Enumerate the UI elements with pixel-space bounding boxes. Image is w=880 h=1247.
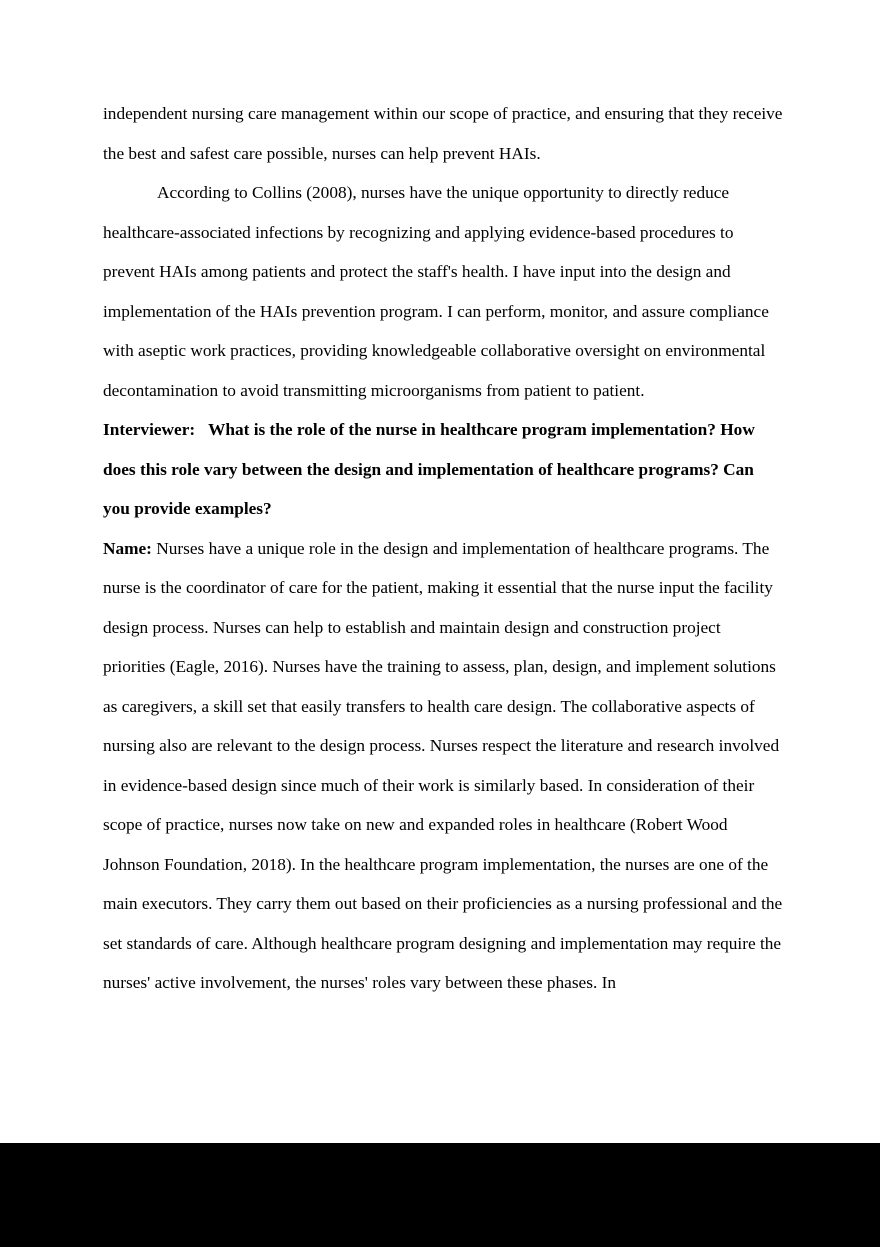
para-continuation	[103, 94, 783, 173]
para-interviewer-question	[103, 410, 783, 529]
text-run: Nurses have a unique role in the design and implementation of healthcare programs. The nurse is the coordinator of care for the patient, making it essential that the nurse input the facility design process. Nurses can help to establish and maintain design and construction project priorities (Eagle, 2016). Nurses have the training to assess, plan, design, and implement solutions as caregivers, a skill set that easily transfers to health care design. The collaborative aspects of nursing also are relevant to the design process. Nurses respect the literature and research involved in evidence-based design since much of their work is similarly based. In consideration of their scope of practice, nurses now take on new and expanded roles in healthcare (Robert Wood Johnson Foundation, 2018). In the healthcare program implementation, the nurses are one of the main executors. They carry them out based on their proficiencies as a nursing professional and the set standards of care. Although healthcare program designing and implementation may require the nurses' active involvement, the nurses' roles vary between these phases. In	[103, 538, 783, 992]
text-run-bold: Name:	[103, 538, 157, 558]
text-run-bold: Interviewer: What is the role of the nurse in healthcare program implementation? How does this role vary between the design and implementation of healthcare programs? Can you provide examples?	[103, 420, 755, 518]
text-run: According to Collins (2008), nurses have the unique opportunity to directly reduce healthcare-associated infections by recognizing and applying evidence-based procedures to prevent HAIs among patients and protect the staff's health. I have input into the design and implementation of the HAIs prevention program. I can perform, monitor, and assure compliance with aseptic work practices, providing knowledgeable collaborative oversight on environmental decontamination to avoid transmitting microorganisms from patient to patient.	[103, 183, 769, 400]
document-body	[103, 94, 783, 1003]
text-run: independent nursing care management within our scope of practice, and ensuring that they receive the best and safest care possible, nurses can help prevent HAIs.	[103, 104, 783, 163]
para-name-answer	[103, 529, 783, 1003]
para-collins-2008	[103, 173, 783, 410]
footer-black-bar	[0, 1143, 880, 1247]
